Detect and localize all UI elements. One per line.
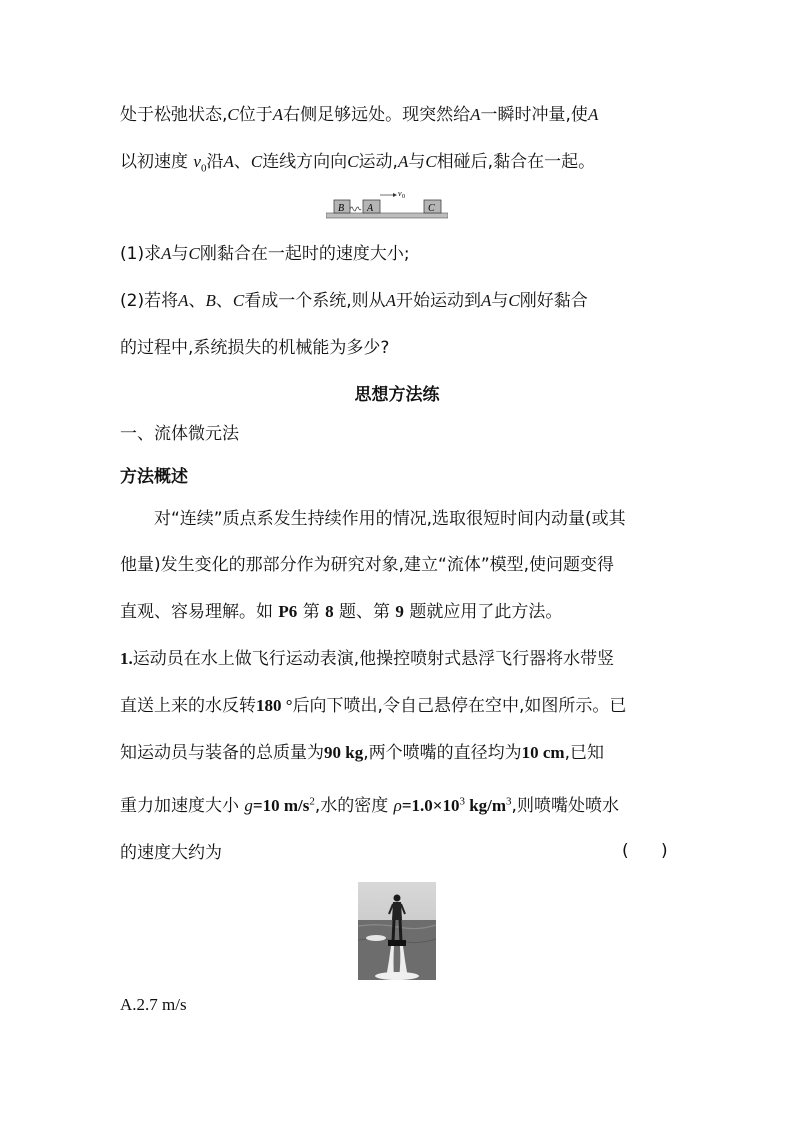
- var-a: A: [470, 105, 481, 124]
- text: 题就应用了此方法。: [403, 602, 563, 622]
- var-c: C: [508, 291, 520, 310]
- label-v-sub: 0: [402, 194, 405, 200]
- var-c: C: [227, 105, 239, 124]
- text: 一瞬时冲量,使: [480, 105, 588, 125]
- athlete-head: [394, 895, 401, 902]
- text: 直送上来的水反转: [120, 696, 256, 716]
- var-a: A: [385, 291, 397, 310]
- text: 刚黏合在一起时的速度大小;: [199, 244, 410, 264]
- var-a: A: [397, 152, 409, 171]
- var-a: A: [272, 105, 284, 124]
- text: (2)若将: [120, 291, 179, 311]
- question-1-line-5: 的速度大约为: [120, 843, 222, 863]
- arrow-head-icon: [393, 193, 397, 197]
- text: 与: [408, 152, 426, 172]
- sea: [358, 920, 436, 980]
- text: 沿: [206, 152, 224, 172]
- text: 以初速度: [120, 152, 194, 172]
- text: 题、第: [333, 602, 396, 622]
- jetpack-boots: [388, 940, 406, 946]
- question-part-2-line-2: 的过程中,系统损失的机械能为多少?: [120, 338, 390, 358]
- section-title: 思想方法练: [354, 385, 440, 405]
- text: 位于: [238, 105, 273, 125]
- subsection-title: 一、流体微元法: [120, 424, 239, 444]
- var-c: C: [425, 152, 437, 171]
- subscript: 0: [200, 162, 207, 175]
- superscript: 3: [506, 795, 512, 808]
- superscript: 2: [309, 795, 315, 808]
- text: 后向下喷出,令自己悬停在空中,如图所示。已: [292, 696, 627, 716]
- var-g: g: [244, 796, 253, 815]
- text: 与: [491, 291, 509, 311]
- text: 右侧足够远处。现突然给: [283, 105, 471, 125]
- density-value: =1.0×10: [401, 796, 460, 815]
- var-v: v: [193, 152, 201, 171]
- question-1-line-1: [120, 647, 614, 671]
- label-b: B: [338, 203, 345, 214]
- text: ,水的密度: [314, 796, 394, 816]
- option-a: A.2.7 m/s: [120, 995, 187, 1014]
- text: 开始运动到: [396, 291, 482, 311]
- angle-value: 180 °: [256, 696, 293, 715]
- var-a: A: [178, 291, 189, 310]
- text: 看成一个系统,则从: [244, 291, 386, 311]
- mass-value: 90 kg: [324, 743, 364, 762]
- superscript: 3: [459, 795, 465, 808]
- spring: [350, 207, 361, 211]
- var-a: A: [223, 152, 234, 171]
- var-c: C: [232, 291, 245, 310]
- overview-line-3: [120, 600, 562, 624]
- var-b: B: [205, 291, 216, 310]
- text: 运动员在水上做飞行运动表演,他操控喷射式悬浮飞行器将水带竖: [132, 649, 615, 669]
- var-a: A: [587, 105, 599, 124]
- question-1-line-4: [120, 794, 619, 818]
- splash: [366, 935, 386, 941]
- number: 8: [325, 602, 334, 621]
- text: 知运动员与装备的总质量为: [120, 743, 324, 763]
- text: 处于松弛状态,: [120, 105, 228, 125]
- gravity-value: =10 m/s: [252, 796, 310, 815]
- jetpack-athlete-photo: [358, 882, 436, 980]
- problem-line-1: [120, 103, 598, 127]
- label-c: C: [428, 203, 435, 214]
- text: 与: [171, 244, 189, 264]
- text: 直观、容易理解。如: [120, 602, 279, 622]
- text: (1)求: [120, 244, 162, 264]
- label-v: v: [398, 189, 402, 198]
- text: 运动,: [358, 152, 398, 172]
- var-a: A: [161, 244, 172, 263]
- var-a: A: [481, 291, 492, 310]
- question-part-2-line-1: [120, 289, 588, 313]
- number: 9: [395, 602, 404, 621]
- text: 第: [297, 602, 326, 622]
- text: 连线方向向: [262, 152, 348, 172]
- label-a: A: [367, 203, 374, 214]
- diameter-value: 10 cm: [521, 743, 565, 762]
- question-part-1: [120, 242, 410, 266]
- text: 相碰后,黏合在一起。: [436, 152, 596, 172]
- var-c: C: [347, 152, 359, 171]
- question-1-line-3: [120, 741, 604, 765]
- var-c: C: [188, 244, 200, 263]
- text: 、: [188, 291, 206, 311]
- problem-line-2: [120, 150, 595, 174]
- text: 、: [233, 152, 251, 172]
- overview-line-2: 他量)发生变化的那部分作为研究对象,建立“流体”模型,使问题变得: [120, 555, 615, 575]
- density-unit: kg/m: [464, 796, 507, 815]
- var-c: C: [250, 152, 263, 171]
- text: ,已知: [564, 743, 604, 763]
- spray: [375, 972, 419, 980]
- var-rho: ρ: [393, 796, 402, 815]
- text: ,则喷嘴处喷水: [511, 796, 619, 816]
- question-number: 1.: [120, 649, 133, 668]
- text: 刚好黏合: [519, 291, 588, 311]
- text: 重力加速度大小: [120, 796, 245, 816]
- page-ref: P6: [278, 602, 298, 621]
- blocks-diagram: [326, 188, 448, 220]
- overview-title: 方法概述: [120, 467, 188, 487]
- answer-bracket: ( ): [622, 841, 668, 861]
- text: 、: [215, 291, 233, 311]
- question-1-line-2: [120, 694, 626, 718]
- overview-line-1: 对“连续”质点系发生持续作用的情况,选取很短时间内动量(或其: [154, 509, 626, 529]
- text: ,两个喷嘴的直径均为: [363, 743, 522, 763]
